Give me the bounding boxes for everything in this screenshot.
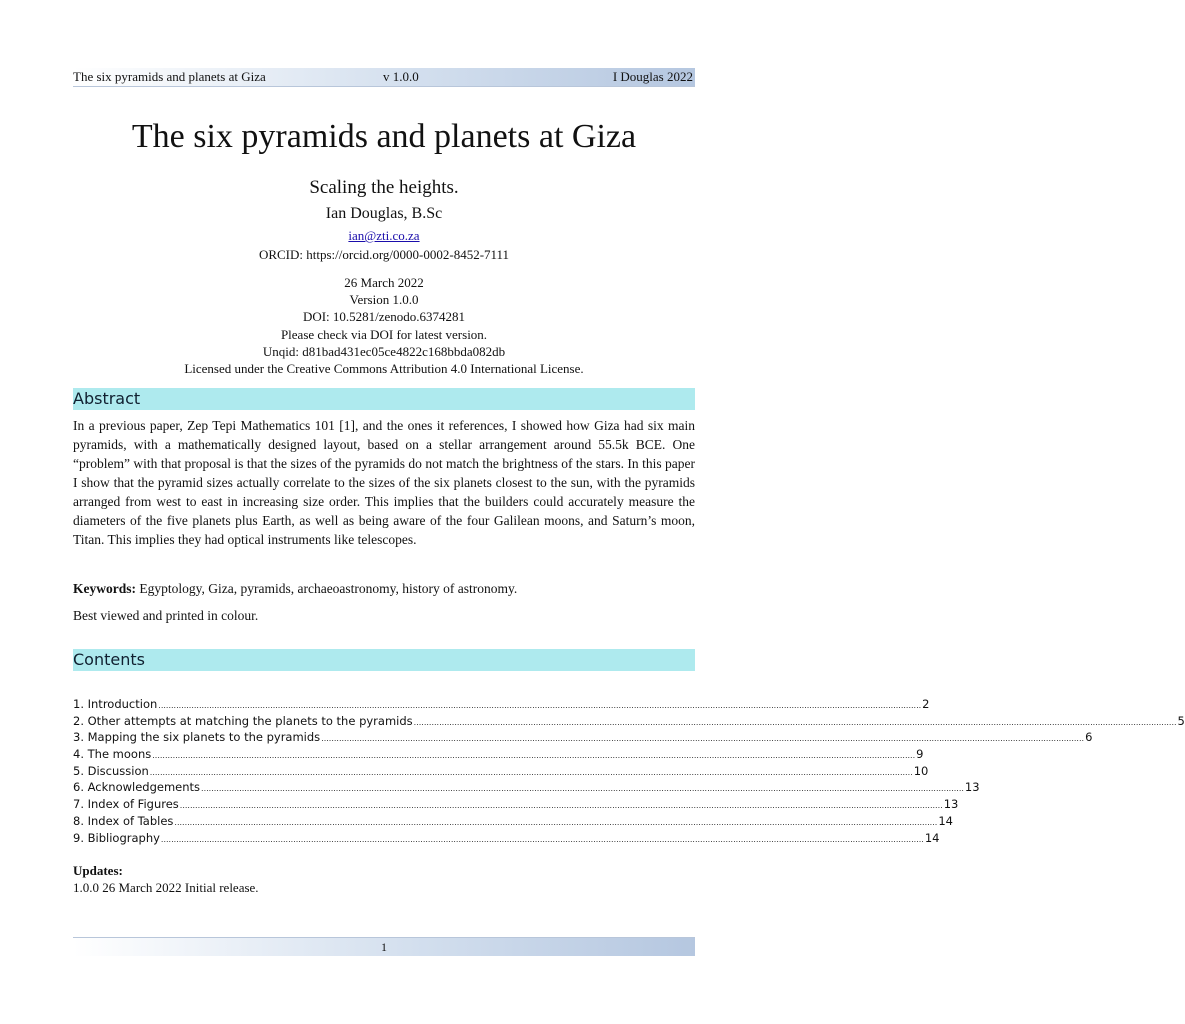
- toc-leader-dots: ............................................................................................................................................................................................................................................................................................................: [149, 767, 913, 777]
- toc-entry-page: 10: [913, 763, 929, 778]
- toc-entry-label: 1. Introduction: [73, 697, 158, 711]
- unqid-line: Unqid: d81bad431ec05ce4822c168bbda082db: [262, 343, 506, 359]
- toc-entry-label: 7. Index of Figures: [73, 797, 179, 812]
- running-header: [73, 68, 695, 87]
- toc-entry-page: 6: [1085, 730, 1093, 745]
- toc-leader-dots: ............................................................................................................................................................................................................................................................................................................: [158, 701, 922, 710]
- toc-entry-page: 2: [922, 697, 930, 711]
- version-line: Version 1.0.0: [349, 292, 419, 308]
- paper-metadata: [0, 274, 768, 377]
- toc-entry-label: 8. Index of Tables: [73, 813, 174, 828]
- toc-leader-dots: ............................................................................................................................................................................................................................................................................................................: [174, 817, 938, 827]
- toc-leader-dots: ............................................................................................................................................................................................................................................................................................................: [413, 717, 1177, 727]
- toc-entry[interactable]: [73, 796, 959, 813]
- toc-entry[interactable]: [73, 729, 1093, 746]
- updates-entry: 1.0.0 26 March 2022 Initial release.: [73, 880, 259, 895]
- toc-entry[interactable]: [73, 713, 1185, 730]
- contents-heading: Contents: [73, 649, 695, 671]
- toc-entry-label: 4. The moons: [73, 747, 152, 762]
- updates-heading: Updates:: [73, 863, 123, 878]
- keywords-label: Keywords:: [73, 581, 136, 596]
- keywords-line: [73, 579, 695, 598]
- author-email: [0, 227, 768, 244]
- toc-leader-dots: ............................................................................................................................................................................................................................................................................................................: [160, 834, 924, 844]
- keywords-list: Egyptology, Giza, pyramids, archaeoastronomy, history of astronomy.: [139, 581, 518, 596]
- toc-entry-label: 9. Bibliography: [73, 830, 160, 845]
- email-link[interactable]: ian@zti.co.za: [348, 228, 420, 243]
- toc-entry[interactable]: [73, 830, 940, 847]
- toc-entry[interactable]: [73, 746, 924, 763]
- paper-subtitle: Scaling the heights.: [309, 177, 459, 198]
- viewing-note: Best viewed and printed in colour.: [73, 608, 259, 623]
- publication-date: 26 March 2022: [344, 275, 424, 290]
- toc-leader-dots: ............................................................................................................................................................................................................................................................................................................: [179, 801, 943, 811]
- page-number: 1: [381, 940, 387, 954]
- toc-entry[interactable]: [73, 813, 953, 830]
- toc-leader-dots: ............................................................................................................................................................................................................................................................................................................: [321, 734, 1085, 744]
- license-line: Licensed under the Creative Commons Attribution 4.0 International License.: [184, 360, 584, 376]
- header-author: I Douglas 2022: [612, 69, 693, 84]
- table-of-contents: [73, 696, 1185, 846]
- toc-leader-dots: ............................................................................................................................................................................................................................................................................................................: [201, 784, 964, 794]
- paper-title: The six pyramids and planets at Giza: [131, 118, 637, 155]
- author-name: Ian Douglas, B.Sc: [325, 205, 443, 222]
- toc-entry[interactable]: [73, 696, 930, 713]
- toc-entry-label: 6. Acknowledgements: [73, 780, 201, 795]
- running-footer: [73, 937, 695, 956]
- toc-entry[interactable]: [73, 763, 929, 780]
- toc-entry-page: 5: [1177, 713, 1185, 728]
- header-title: The six pyramids and planets at Giza: [73, 69, 266, 84]
- toc-entry-page: 9: [916, 747, 924, 762]
- toc-leader-dots: ............................................................................................................................................................................................................................................................................................................: [152, 751, 916, 761]
- toc-entry-page: 13: [964, 780, 980, 795]
- abstract-paragraph: In a previous paper, Zep Tepi Mathematics 101 [1], and the ones it references, I showed how Giza had six main pyramids, with a mathematically designed layout, based on a stellar arrangement around 55.5k BCE. One “problem” with that proposal is that the sizes of the pyramids do not match the brightness of the stars. In this paper I show that the pyramid sizes actually correlate to the sizes of the six planets closest to the sun, with the pyramids arranged from west to east in increasing size order. This implies that the builders could accurately measure the diameters of the five planets plus Earth, as well as being aware of the four Galilean moons, and Saturn’s moon, Titan. This implies they had optical instruments like telescopes.: [73, 418, 695, 547]
- author-orcid: ORCID: https://orcid.org/0000-0002-8452-7111: [258, 247, 510, 262]
- toc-entry-page: 13: [943, 797, 959, 812]
- abstract-body: [73, 416, 695, 549]
- header-version: v 1.0.0: [383, 69, 419, 84]
- check-note: Please check via DOI for latest version.: [280, 326, 488, 342]
- toc-entry[interactable]: [73, 779, 980, 796]
- toc-entry-label: 5. Discussion: [73, 763, 149, 778]
- toc-entry-page: 14: [938, 813, 953, 828]
- toc-entry-label: 3. Mapping the six planets to the pyramids: [73, 730, 321, 745]
- toc-entry-page: 14: [924, 830, 940, 845]
- abstract-heading: Abstract: [73, 388, 695, 410]
- toc-entry-label: 2. Other attempts at matching the planets to the pyramids: [73, 713, 413, 728]
- doi-line: DOI: 10.5281/zenodo.6374281: [302, 309, 466, 325]
